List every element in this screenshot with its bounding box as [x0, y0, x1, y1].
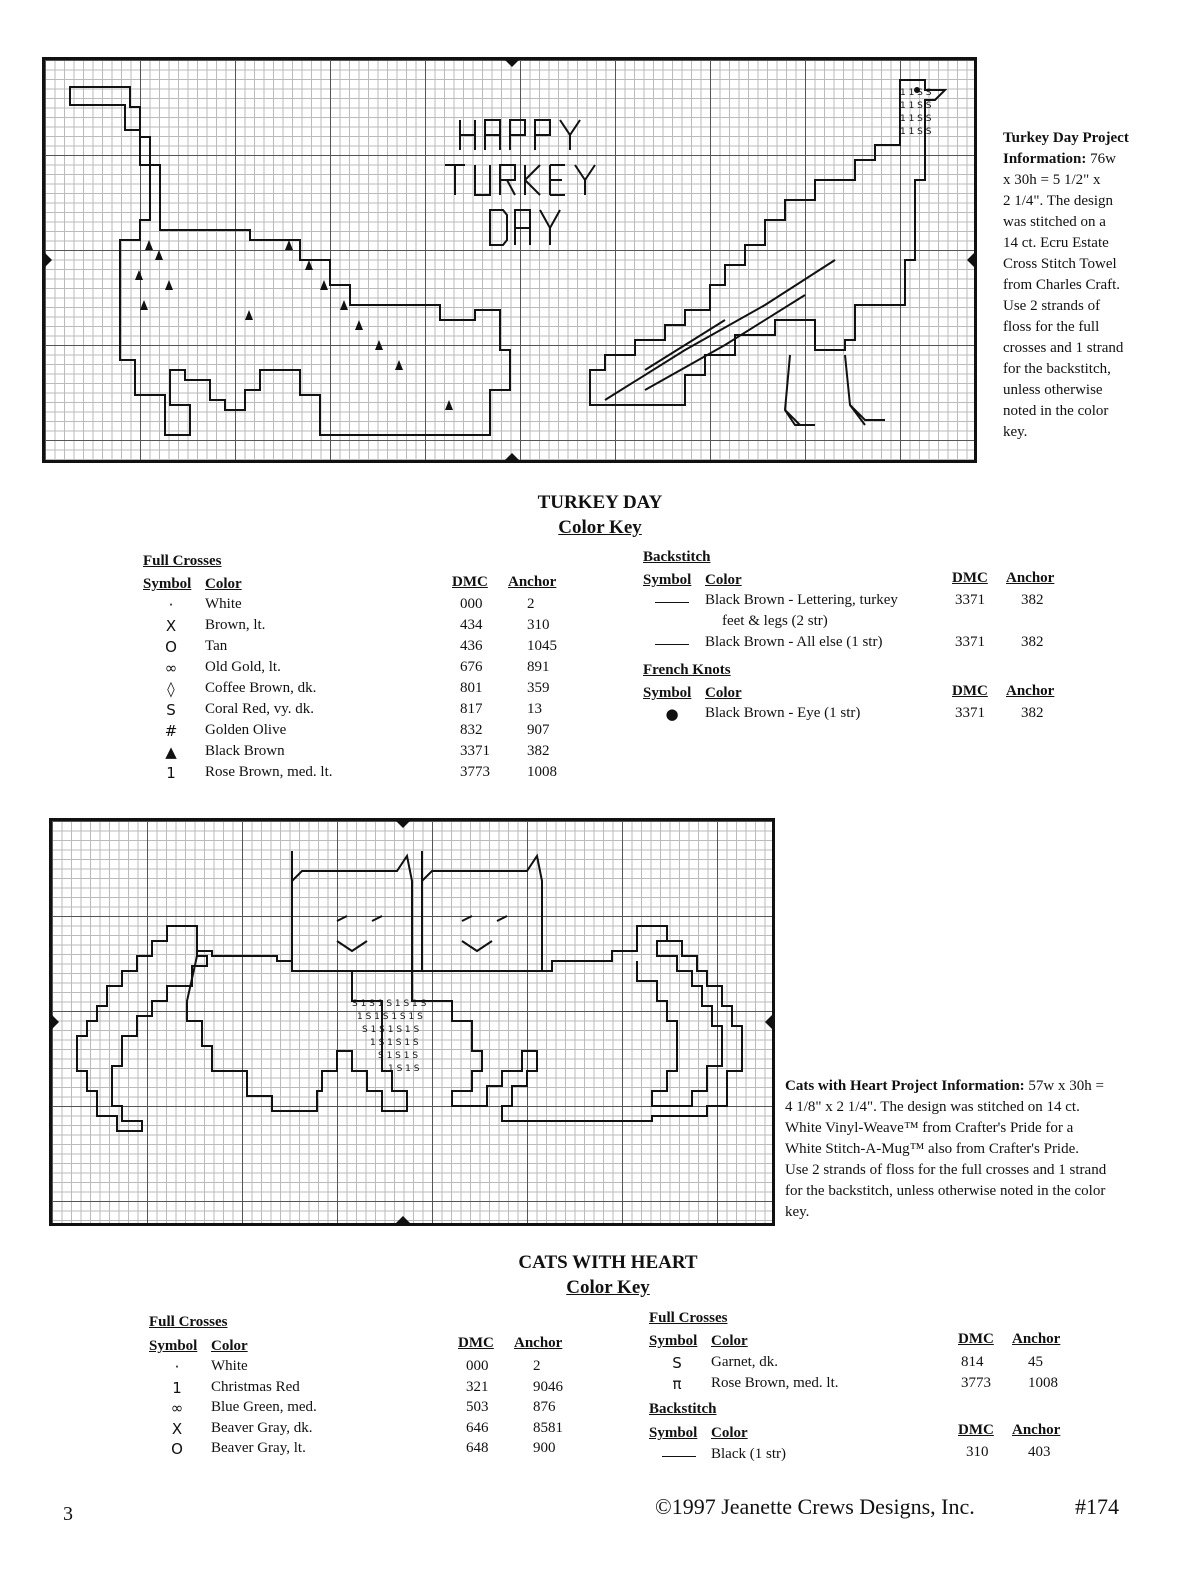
key-symbol: ▲	[165, 743, 177, 761]
cats-full-crosses-label: Full Crosses	[649, 1310, 728, 1326]
key-color: Black Brown	[205, 743, 285, 759]
backstitch-line-symbol	[655, 644, 689, 645]
key-anchor: 1008	[527, 764, 557, 780]
key-dmc: 801	[460, 680, 483, 696]
backstitch-color-cont: feet & legs (2 str)	[722, 613, 828, 629]
header-anchor: Anchor	[1012, 1331, 1061, 1347]
cats-with-heart-chart-drawing	[52, 821, 772, 1223]
turkey-key-subtitle: Color Key	[558, 517, 642, 538]
header-dmc: DMC	[452, 574, 488, 590]
turkey-info-line: Cross Stitch Towel	[1003, 256, 1117, 272]
key-symbol: ·	[174, 1358, 180, 1376]
cats-key-subtitle: Color Key	[566, 1277, 650, 1298]
key-anchor: 891	[527, 659, 550, 675]
cats-info-line: for the backstitch, unless otherwise noted in the color	[785, 1183, 1106, 1199]
key-anchor: 907	[527, 722, 550, 738]
turkey-info-title: Turkey Day Project Information:	[1003, 130, 1129, 167]
cat-fill	[135, 240, 453, 410]
turkey-day-project-info	[1003, 128, 1173, 443]
key-anchor: 359	[527, 680, 550, 696]
backstitch-dmc: 310	[966, 1444, 989, 1460]
key-anchor: 310	[527, 617, 550, 633]
key-color: Golden Olive	[205, 722, 287, 738]
key-dmc: 817	[460, 701, 483, 717]
header-dmc: DMC	[952, 570, 988, 586]
svg-text:1 1 S S: 1 1 S S	[900, 101, 932, 111]
turkey-info-line: 14 ct. Ecru Estate	[1003, 235, 1109, 251]
french-knot-symbol: ●	[665, 705, 679, 723]
turkey-info-line: Use 2 strands of	[1003, 298, 1101, 314]
header-symbol: Symbol	[643, 572, 692, 588]
svg-text:S 1 S 1 S 1 S: S 1 S 1 S 1 S	[362, 1025, 420, 1035]
cats-info-line: 4 1/8" x 2 1/4". The design was stitched on 14 ct.	[785, 1099, 1080, 1115]
key-symbol: ∞	[164, 659, 178, 677]
key-anchor: 2	[533, 1358, 541, 1374]
turkey-motif	[590, 80, 945, 425]
key-anchor: 876	[533, 1399, 556, 1415]
backstitch-color: Black (1 str)	[711, 1446, 786, 1462]
cats-info-line: Use 2 strands of floss for the full crosses and 1 strand	[785, 1162, 1107, 1178]
turkey-day-chart	[42, 57, 977, 463]
backstitch-anchor: 382	[1021, 592, 1044, 608]
header-anchor: Anchor	[1012, 1422, 1061, 1438]
header-dmc: DMC	[458, 1335, 494, 1351]
cats-full-crosses-label: Full Crosses	[149, 1314, 228, 1330]
turkey-info-line: key.	[1003, 424, 1028, 440]
cats-key-heading	[458, 1250, 758, 1300]
svg-text:1 S 1 S 1 S 1 S: 1 S 1 S 1 S 1 S	[357, 1012, 423, 1022]
key-symbol: 1	[166, 764, 176, 782]
cats-info-line: White Stitch-A-Mug™ also from Crafter's Pride.	[785, 1141, 1080, 1157]
key-symbol: S	[166, 701, 176, 719]
key-color: Coffee Brown, dk.	[205, 680, 317, 696]
key-anchor: 13	[527, 701, 542, 717]
cats-info-title: Cats with Heart Project Information:	[785, 1078, 1029, 1094]
backstitch-anchor: 382	[1021, 634, 1044, 650]
french-knot-dmc: 3371	[955, 705, 985, 721]
key-color: Coral Red, vy. dk.	[205, 701, 315, 717]
key-anchor: 382	[527, 743, 550, 759]
turkey-info-line: noted in the color	[1003, 403, 1109, 419]
turkey-backstitch-label: Backstitch	[643, 549, 711, 565]
french-knot-anchor: 382	[1021, 705, 1044, 721]
header-anchor: Anchor	[508, 574, 557, 590]
header-anchor: Anchor	[514, 1335, 563, 1351]
header-anchor: Anchor	[1006, 570, 1055, 586]
header-color: Color	[711, 1425, 748, 1441]
page-number: 3	[63, 1503, 73, 1525]
center-marker	[967, 250, 977, 270]
cats-key-title: CATS WITH HEART	[518, 1252, 698, 1273]
key-dmc: 648	[466, 1440, 489, 1456]
key-symbol: ·	[168, 596, 174, 614]
cats-with-heart-chart	[49, 818, 775, 1226]
copyright: ©1997 Jeanette Crews Designs, Inc.	[655, 1494, 975, 1519]
french-knot-color: Black Brown - Eye (1 str)	[705, 705, 861, 721]
key-color: Brown, lt.	[205, 617, 266, 633]
turkey-full-crosses-label: Full Crosses	[143, 553, 222, 569]
center-marker	[502, 57, 522, 67]
turkey-info-line: from Charles Craft.	[1003, 277, 1121, 293]
key-anchor: 900	[533, 1440, 556, 1456]
header-anchor: Anchor	[1006, 683, 1055, 699]
turkey-day-chart-drawing	[45, 60, 974, 460]
header-symbol: Symbol	[143, 576, 192, 592]
cats-backstitch-label: Backstitch	[649, 1401, 717, 1417]
key-color: White	[205, 596, 242, 612]
key-dmc: 434	[460, 617, 483, 633]
key-symbol: ∞	[170, 1399, 184, 1417]
turkey-french-knots-label: French Knots	[643, 662, 731, 678]
key-anchor: 1045	[527, 638, 557, 654]
header-color: Color	[705, 572, 742, 588]
key-anchor: 1008	[1028, 1375, 1058, 1391]
key-color: Old Gold, lt.	[205, 659, 281, 675]
turkey-key-title: TURKEY DAY	[537, 492, 663, 513]
key-dmc: 000	[460, 596, 483, 612]
cats-project-info	[785, 1076, 1160, 1223]
turkey-info-line: 76w	[1090, 151, 1116, 167]
backstitch-dmc: 3371	[955, 592, 985, 608]
key-symbol: O	[165, 638, 177, 656]
turkey-info-line: 2 1/4". The design	[1003, 193, 1114, 209]
center-marker	[42, 250, 52, 270]
key-symbol: ◊	[167, 680, 175, 698]
turkey-key-heading	[450, 490, 750, 540]
key-anchor: 8581	[533, 1419, 563, 1436]
key-anchor: 2	[527, 596, 535, 612]
backstitch-line-symbol	[662, 1456, 696, 1457]
center-marker	[393, 1216, 413, 1226]
backstitch-line-symbol	[655, 602, 689, 603]
header-dmc: DMC	[958, 1422, 994, 1438]
key-symbol: S	[672, 1354, 682, 1372]
happy-turkey-day-lettering	[445, 120, 595, 245]
key-dmc: 814	[961, 1354, 984, 1370]
svg-text:1 1 S S: 1 1 S S	[900, 114, 932, 124]
key-color: Christmas Red	[211, 1378, 300, 1395]
key-dmc: 3773	[460, 764, 490, 780]
turkey-info-line: x 30h = 5 1/2" x	[1003, 172, 1101, 188]
key-symbol: X	[165, 617, 177, 635]
backstitch-color: Black Brown - Lettering, turkey	[705, 592, 898, 608]
center-marker	[393, 818, 413, 828]
header-symbol: Symbol	[649, 1425, 698, 1441]
turkey-info-line: unless otherwise	[1003, 382, 1103, 398]
key-dmc: 321	[466, 1378, 489, 1395]
svg-text:1 1 S S: 1 1 S S	[900, 88, 932, 98]
header-symbol: Symbol	[643, 685, 692, 701]
center-marker	[765, 1012, 775, 1032]
svg-text:S 1 S 1 S: S 1 S 1 S	[378, 1051, 419, 1061]
key-symbol: 1	[172, 1378, 182, 1397]
backstitch-anchor: 403	[1028, 1444, 1051, 1460]
turkey-info-line: floss for the full	[1003, 319, 1100, 335]
header-symbol: Symbol	[149, 1338, 198, 1354]
svg-text:1 S 1 S 1 S: 1 S 1 S 1 S	[370, 1038, 419, 1048]
backstitch-color: Black Brown - All else (1 str)	[705, 634, 883, 650]
key-symbol: O	[171, 1440, 183, 1458]
key-dmc: 646	[466, 1419, 489, 1436]
key-anchor: 9046	[533, 1378, 563, 1395]
header-color: Color	[205, 576, 242, 592]
key-dmc: 503	[466, 1399, 489, 1415]
header-color: Color	[705, 685, 742, 701]
backstitch-dmc: 3371	[955, 634, 985, 650]
cats-info-line: White Vinyl-Weave™ from Crafter's Pride for a	[785, 1120, 1074, 1136]
header-symbol: Symbol	[649, 1333, 698, 1349]
header-dmc: DMC	[952, 683, 988, 699]
key-symbol: X	[171, 1419, 183, 1438]
key-dmc: 436	[460, 638, 483, 654]
svg-text:1 1 S S: 1 1 S S	[900, 127, 932, 137]
cats-info-line: 57w x 30h =	[1028, 1078, 1104, 1094]
turkey-info-line: crosses and 1 strand	[1003, 340, 1124, 356]
key-dmc: 3371	[460, 743, 490, 759]
center-marker	[502, 453, 522, 463]
cat-motif	[70, 87, 510, 435]
key-symbol: π	[672, 1375, 682, 1393]
svg-text:S 1 S 1 S 1 S 1 S: S 1 S 1 S 1 S 1 S	[352, 999, 427, 1009]
key-color: Beaver Gray, lt.	[211, 1440, 306, 1456]
cats-info-line: key.	[785, 1204, 810, 1220]
key-dmc: 676	[460, 659, 483, 675]
key-symbol: #	[164, 722, 178, 740]
key-color: White	[211, 1358, 248, 1374]
header-color: Color	[211, 1338, 248, 1354]
key-color: Rose Brown, med. lt.	[205, 764, 333, 780]
key-color: Beaver Gray, dk.	[211, 1419, 313, 1436]
header-color: Color	[711, 1333, 748, 1349]
key-dmc: 000	[466, 1358, 489, 1374]
key-anchor: 45	[1028, 1354, 1043, 1370]
cats-motif	[77, 851, 742, 1131]
design-code: #174	[1075, 1494, 1119, 1519]
heart-motif	[352, 999, 427, 1074]
key-color: Tan	[205, 638, 228, 654]
key-dmc: 832	[460, 722, 483, 738]
turkey-info-line: for the backstitch,	[1003, 361, 1111, 377]
center-marker	[49, 1012, 59, 1032]
key-dmc: 3773	[961, 1375, 991, 1391]
key-color: Garnet, dk.	[711, 1354, 779, 1370]
key-color: Blue Green, med.	[211, 1399, 317, 1415]
turkey-info-line: was stitched on a	[1003, 214, 1106, 230]
header-dmc: DMC	[958, 1331, 994, 1347]
key-color: Rose Brown, med. lt.	[711, 1375, 839, 1391]
svg-text:1 S 1 S: 1 S 1 S	[388, 1064, 420, 1074]
